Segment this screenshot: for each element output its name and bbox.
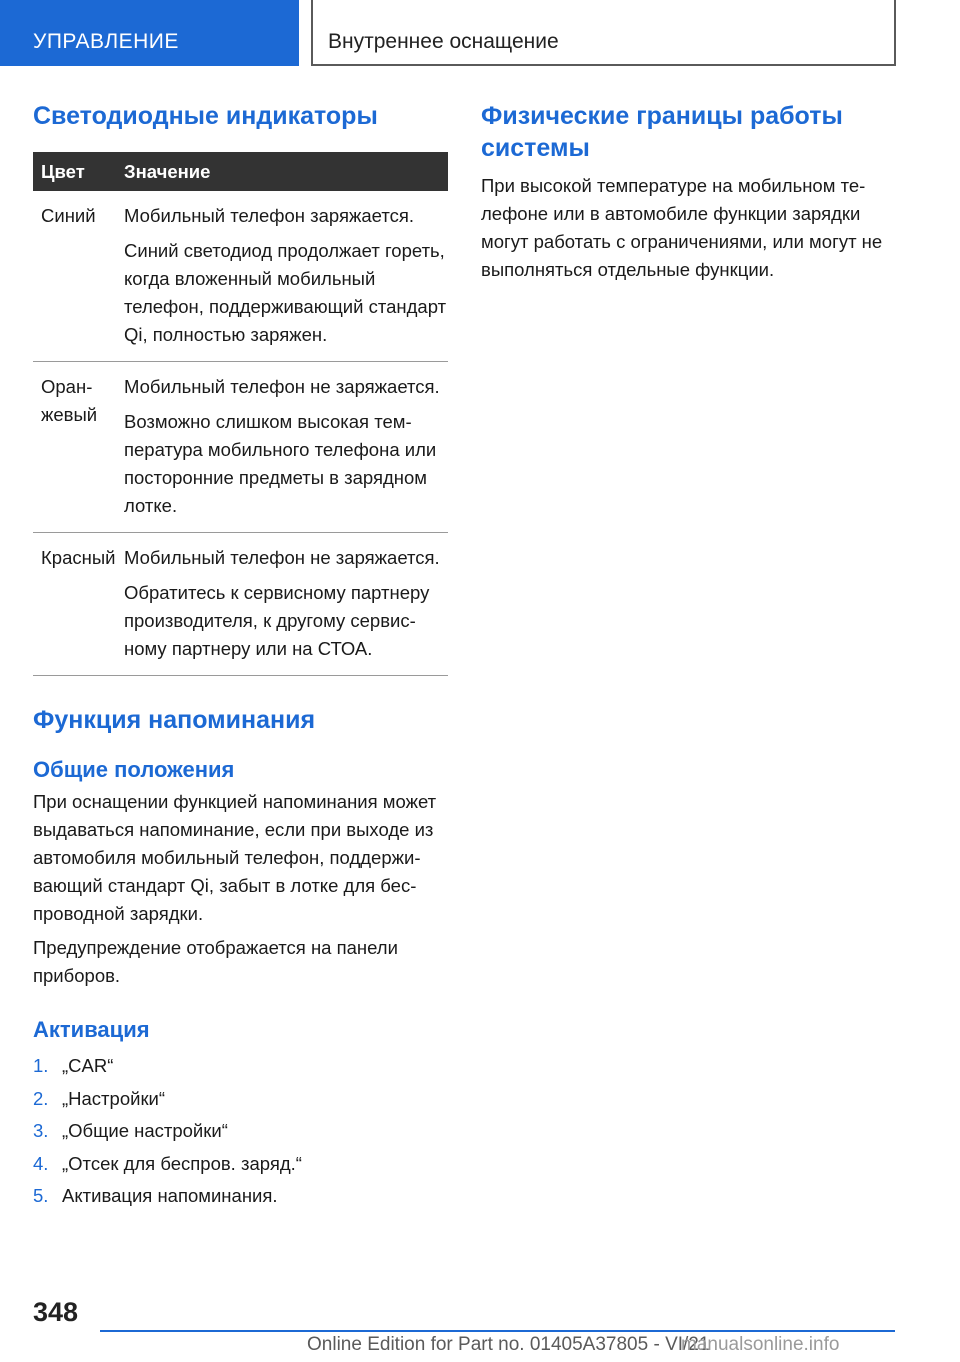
cell-text: Синий светодиод продолжает гореть, когда вложенный мобильный телефон, поддерживающий стандарт Qi, полностью заряжен.	[124, 240, 447, 345]
cell-meaning	[124, 373, 448, 520]
left-column	[33, 100, 448, 1213]
general-subtitle: Общие положения	[33, 757, 235, 782]
limits-section-title: Физические границы работы системы	[481, 102, 843, 162]
list-item	[33, 1083, 448, 1116]
edition-text: Online Edition for Part no. 01405A37805 - VI/21	[307, 1334, 710, 1355]
step-text: „CAR“	[62, 1055, 114, 1077]
step-number: 4.	[33, 1152, 49, 1174]
table-row	[33, 191, 448, 362]
list-item	[33, 1148, 448, 1181]
page-number: 348	[33, 1297, 79, 1327]
cell-text: Мобильный телефон не заряжается.	[124, 547, 440, 568]
cell-meaning	[124, 544, 448, 663]
column-header-meaning: Значение	[124, 160, 211, 182]
cell-text: Обратитесь к сервисному партнеру производителя, к другому сервисному партнеру или на СТОА.	[124, 582, 430, 659]
step-number: 3.	[33, 1120, 49, 1142]
general-paragraph: При оснащении функцией напоминания может выдаваться напоминание, если при выходе из автомобиля мобильный телефон, поддерживающий стандарт Qi, забыт в лотке для беспроводной зарядки.	[33, 791, 437, 924]
table-row	[33, 533, 448, 676]
led-table	[33, 152, 448, 676]
watermark-site: manualsonline.info	[681, 1334, 840, 1355]
cell-color: Оранжевый	[41, 376, 98, 425]
column-header-color: Цвет	[41, 160, 85, 182]
activation-subtitle: Активация	[33, 1017, 150, 1042]
list-item	[33, 1115, 448, 1148]
warning-paragraph: Предупреждение отображается на панели приборов.	[33, 937, 398, 986]
step-text: Активация напоминания.	[62, 1185, 278, 1207]
reminder-section-title: Функция напоминания	[33, 706, 316, 734]
step-number: 1.	[33, 1055, 49, 1077]
cell-text: Мобильный телефон не заряжается.	[124, 376, 440, 397]
step-number: 2.	[33, 1087, 49, 1109]
section-label: УПРАВЛЕНИЕ	[33, 30, 179, 53]
section-tab[interactable]	[0, 0, 299, 66]
step-text: „Настройки“	[62, 1087, 166, 1109]
cell-color: Красный	[41, 547, 116, 568]
list-item	[33, 1180, 448, 1213]
topic-label: Внутреннее оснащение	[328, 30, 559, 53]
cell-color: Синий	[41, 205, 96, 226]
step-text: „Отсек для беспров. заряд.“	[62, 1152, 302, 1174]
led-section-title: Светодиодные индикаторы	[33, 102, 378, 130]
cell-meaning	[124, 202, 448, 349]
step-text: „Общие настройки“	[62, 1120, 228, 1142]
table-header	[33, 152, 448, 191]
cell-text: Мобильный телефон заряжается.	[124, 205, 415, 226]
topic-tab[interactable]	[311, 0, 896, 66]
limits-paragraph: При высокой температуре на мобильном телефоне или в автомобиле функции зарядки могут работать с ограничениями, или могут не выполняться отдельные функции.	[481, 175, 883, 280]
reminder-section	[33, 704, 448, 1213]
table-row	[33, 362, 448, 533]
footer-divider	[100, 1330, 895, 1332]
list-item	[33, 1050, 448, 1083]
cell-text: Возможно слишком высокая температура мобильного телефона или посторонние предметы в зарядном лотке.	[124, 411, 437, 516]
right-column	[481, 100, 896, 284]
activation-steps	[33, 1050, 448, 1213]
step-number: 5.	[33, 1185, 49, 1207]
